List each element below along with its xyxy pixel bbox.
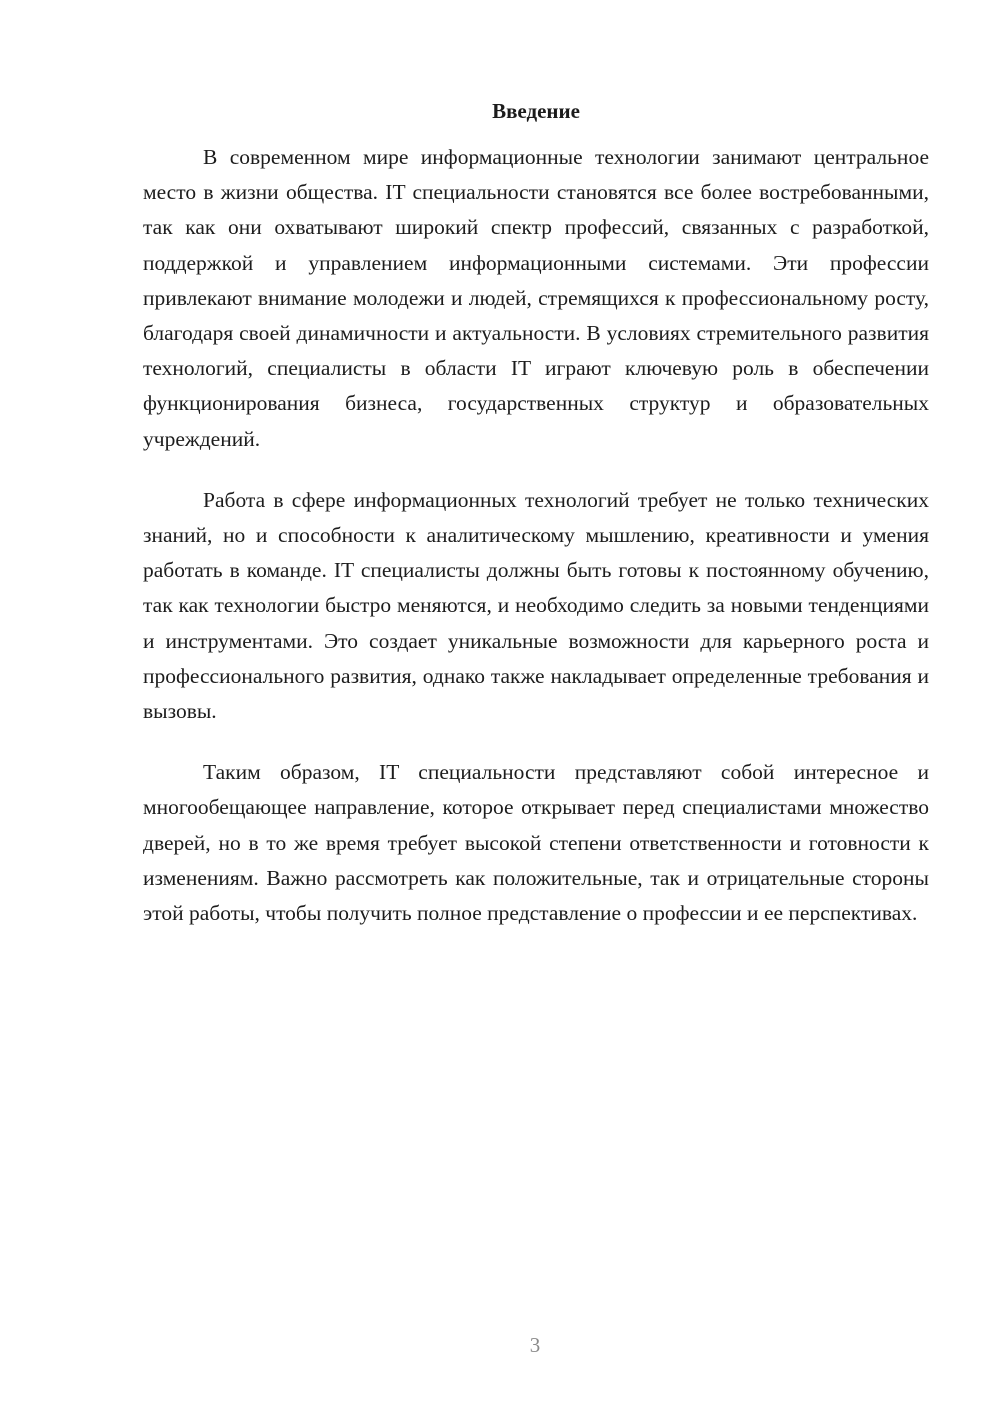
section-heading: Введение [492,99,580,123]
paragraph-2: Работа в сфере информационных технологий требует не только технических знаний, но и способности к аналитическому мышлению, креативности и умения работать в команде. IT специалисты должны быть готовы к постоянному обучению, так как технологии быстро меняются, и необходимо следить за новыми тенденциями и инструментами. Это создает уникальные возможности для карьерного роста и профессионального развития, однако также накладывает определенные требования и вызовы. [143,487,929,724]
paragraph-3: Таким образом, IT специальности представляют собой интересное и многообещающее направление, которое открывает перед специалистами множество дверей, но в то же время требует высокой степени ответственности и готовности к изменениям. Важно рассмотреть как положительные, так и отрицательные стороны этой работы, чтобы получить полное представление о профессии и ее перспективах. [143,760,929,926]
page-number: 3 [529,1333,541,1357]
page-content [143,96,929,957]
paragraph-1: В современном мире информационные технологии занимают центральное место в жизни общества. IT специальности становятся все более востребованными, так как они охватывают широкий спектр профессий, связанных с разработкой, поддержкой и управлением информационными системами. Эти профессии привлекают внимание молодежи и людей, стремящихся к профессиональному росту, благодаря своей динамичности и актуальности. В условиях стремительного развития технологий, специалисты в области IT играют ключевую роль в обеспечении функционирования бизнеса, государственных структур и образовательных учреждений. [143,145,929,451]
